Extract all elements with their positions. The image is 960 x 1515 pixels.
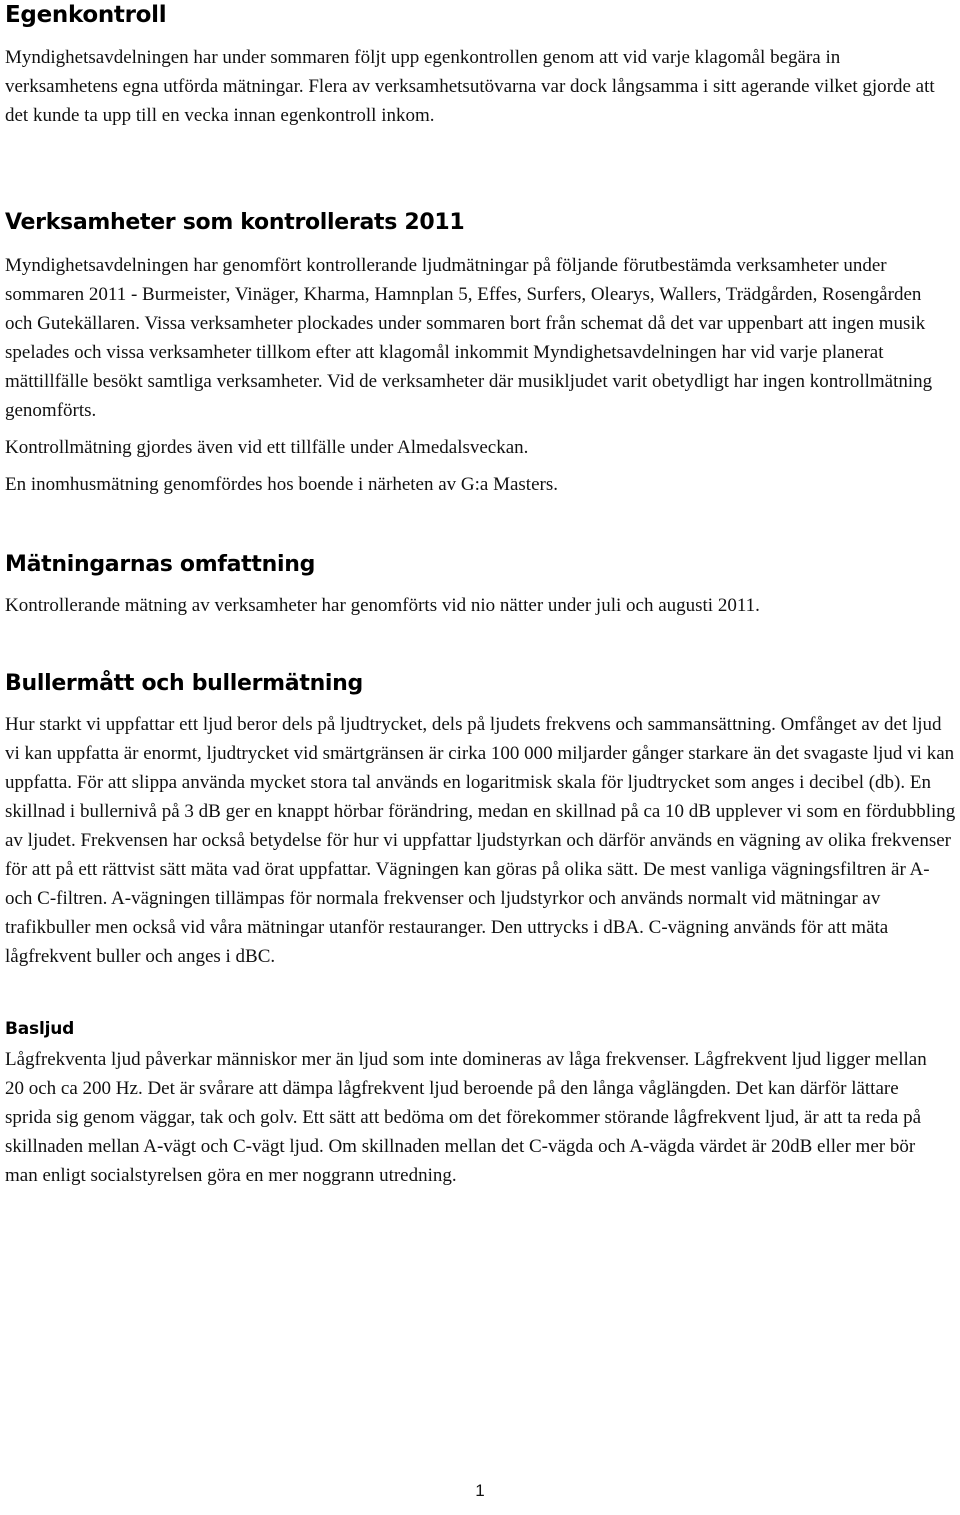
document-page [5, 0, 960, 1190]
page-number: 1 [475, 1481, 485, 1500]
basljud-paragraph: Lågfrekventa ljud påverkar människor mer än ljud som inte domineras av låga frekvenser. Lågfrekvent ljud ligger mellan 20 och ca 200 Hz. Det är svårare att dämpa lågfrekvent ljud beroende på den långa våglängden. Det kan därför lättare sprida sig genom väggar, tak och golv. Ett sätt att bedöma om det förekommer störande lågfrekvent ljud, är att ta reda på skillnaden mellan A-vägt och C-vägt ljud. Om skillnaden mellan det C-vägda och A-vägda värdet är 20dB eller mer bör man enligt socialstyrelsen göra en mer noggrann utredning. [5, 1049, 927, 1186]
section-heading-omfattning: Mätningarnas omfattning [5, 552, 316, 577]
bullermatt-paragraph: Hur starkt vi uppfattar ett ljud beror dels på ljudtrycket, dels på ljudets frekvens och sammansättning. Omfånget av det ljud vi kan uppfatta är enormt, ljudtrycket vid smärtgränsen är cirka 100 000 miljarder gånger starkare än det svagaste ljud vi kan uppfatta. För att slippa använda mycket stora tal används en logaritmisk skala för ljudtrycket som anges i decibel (db). En skillnad i bullernivå på 3 dB ger en knappt hörbar förändring, medan en skillnad på ca 10 dB upplever vi som en fördubbling av ljudet. Frekvensen har också betydelse för hur vi uppfattar ljudstyrkan och därför används en vägning av olika frekvenser för att på ett rättvist sätt mäta vad örat uppfattar. Vägningen kan göras på olika sätt. De mest vanliga vägningsfiltren är A- och C-filtren. A-vägningen tillämpas för normala frekvenser och ljudstyrkor och används normalt vid mätningar av trafikbuller men också vid våra mätningar utanför restauranger. Den uttrycks i dBA. C-vägning används för att mäta lågfrekvent buller och anges i dBC. [5, 714, 956, 967]
section-heading-bullermatt: Bullermått och bullermätning [5, 671, 363, 696]
page-title: Egenkontroll [5, 2, 167, 28]
section-heading-verksamheter: Verksamheter som kontrollerats 2011 [5, 210, 465, 235]
verksamheter-paragraph-1: Myndighetsavdelningen har genomfört kontrollerande ljudmätningar på följande förutbestämda verksamheter under sommaren 2011 - Burmeister, Vinäger, Kharma, Hamnplan 5, Effes, Surfers, Olearys, Wallers, Trädgården, Rosengården och Gutekällaren. Vissa verksamheter plockades under sommaren bort från schemat då det var uppenbart att ingen musik spelades och vissa verksamheter tillkom efter att klagomål inkommit Myndighetsavdelningen har vid varje planerat mättillfälle besökt samtliga verksamheter. Vid de verksamheter där musikljudet varit obetydligt har ingen kontrollmätning genomförts. [5, 255, 933, 421]
verksamheter-paragraph-2: Kontrollmätning gjordes även vid ett tillfälle under Almedalsveckan. [5, 437, 529, 458]
section-heading-basljud: Basljud [5, 1019, 75, 1039]
verksamheter-paragraph-3: En inomhusmätning genomfördes hos boende i närheten av G:a Masters. [5, 474, 558, 495]
intro-paragraph: Myndighetsavdelningen har under sommaren följt upp egenkontrollen genom att vid varje klagomål begära in verksamhetens egna utförda mätningar. Flera av verksamhetsutövarna var dock långsamma i sitt agerande vilket gjorde att det kunde ta upp till en vecka innan egenkontroll inkom. [5, 47, 935, 126]
omfattning-paragraph: Kontrollerande mätning av verksamheter har genomförts vid nio nätter under juli och augusti 2011. [5, 595, 760, 616]
